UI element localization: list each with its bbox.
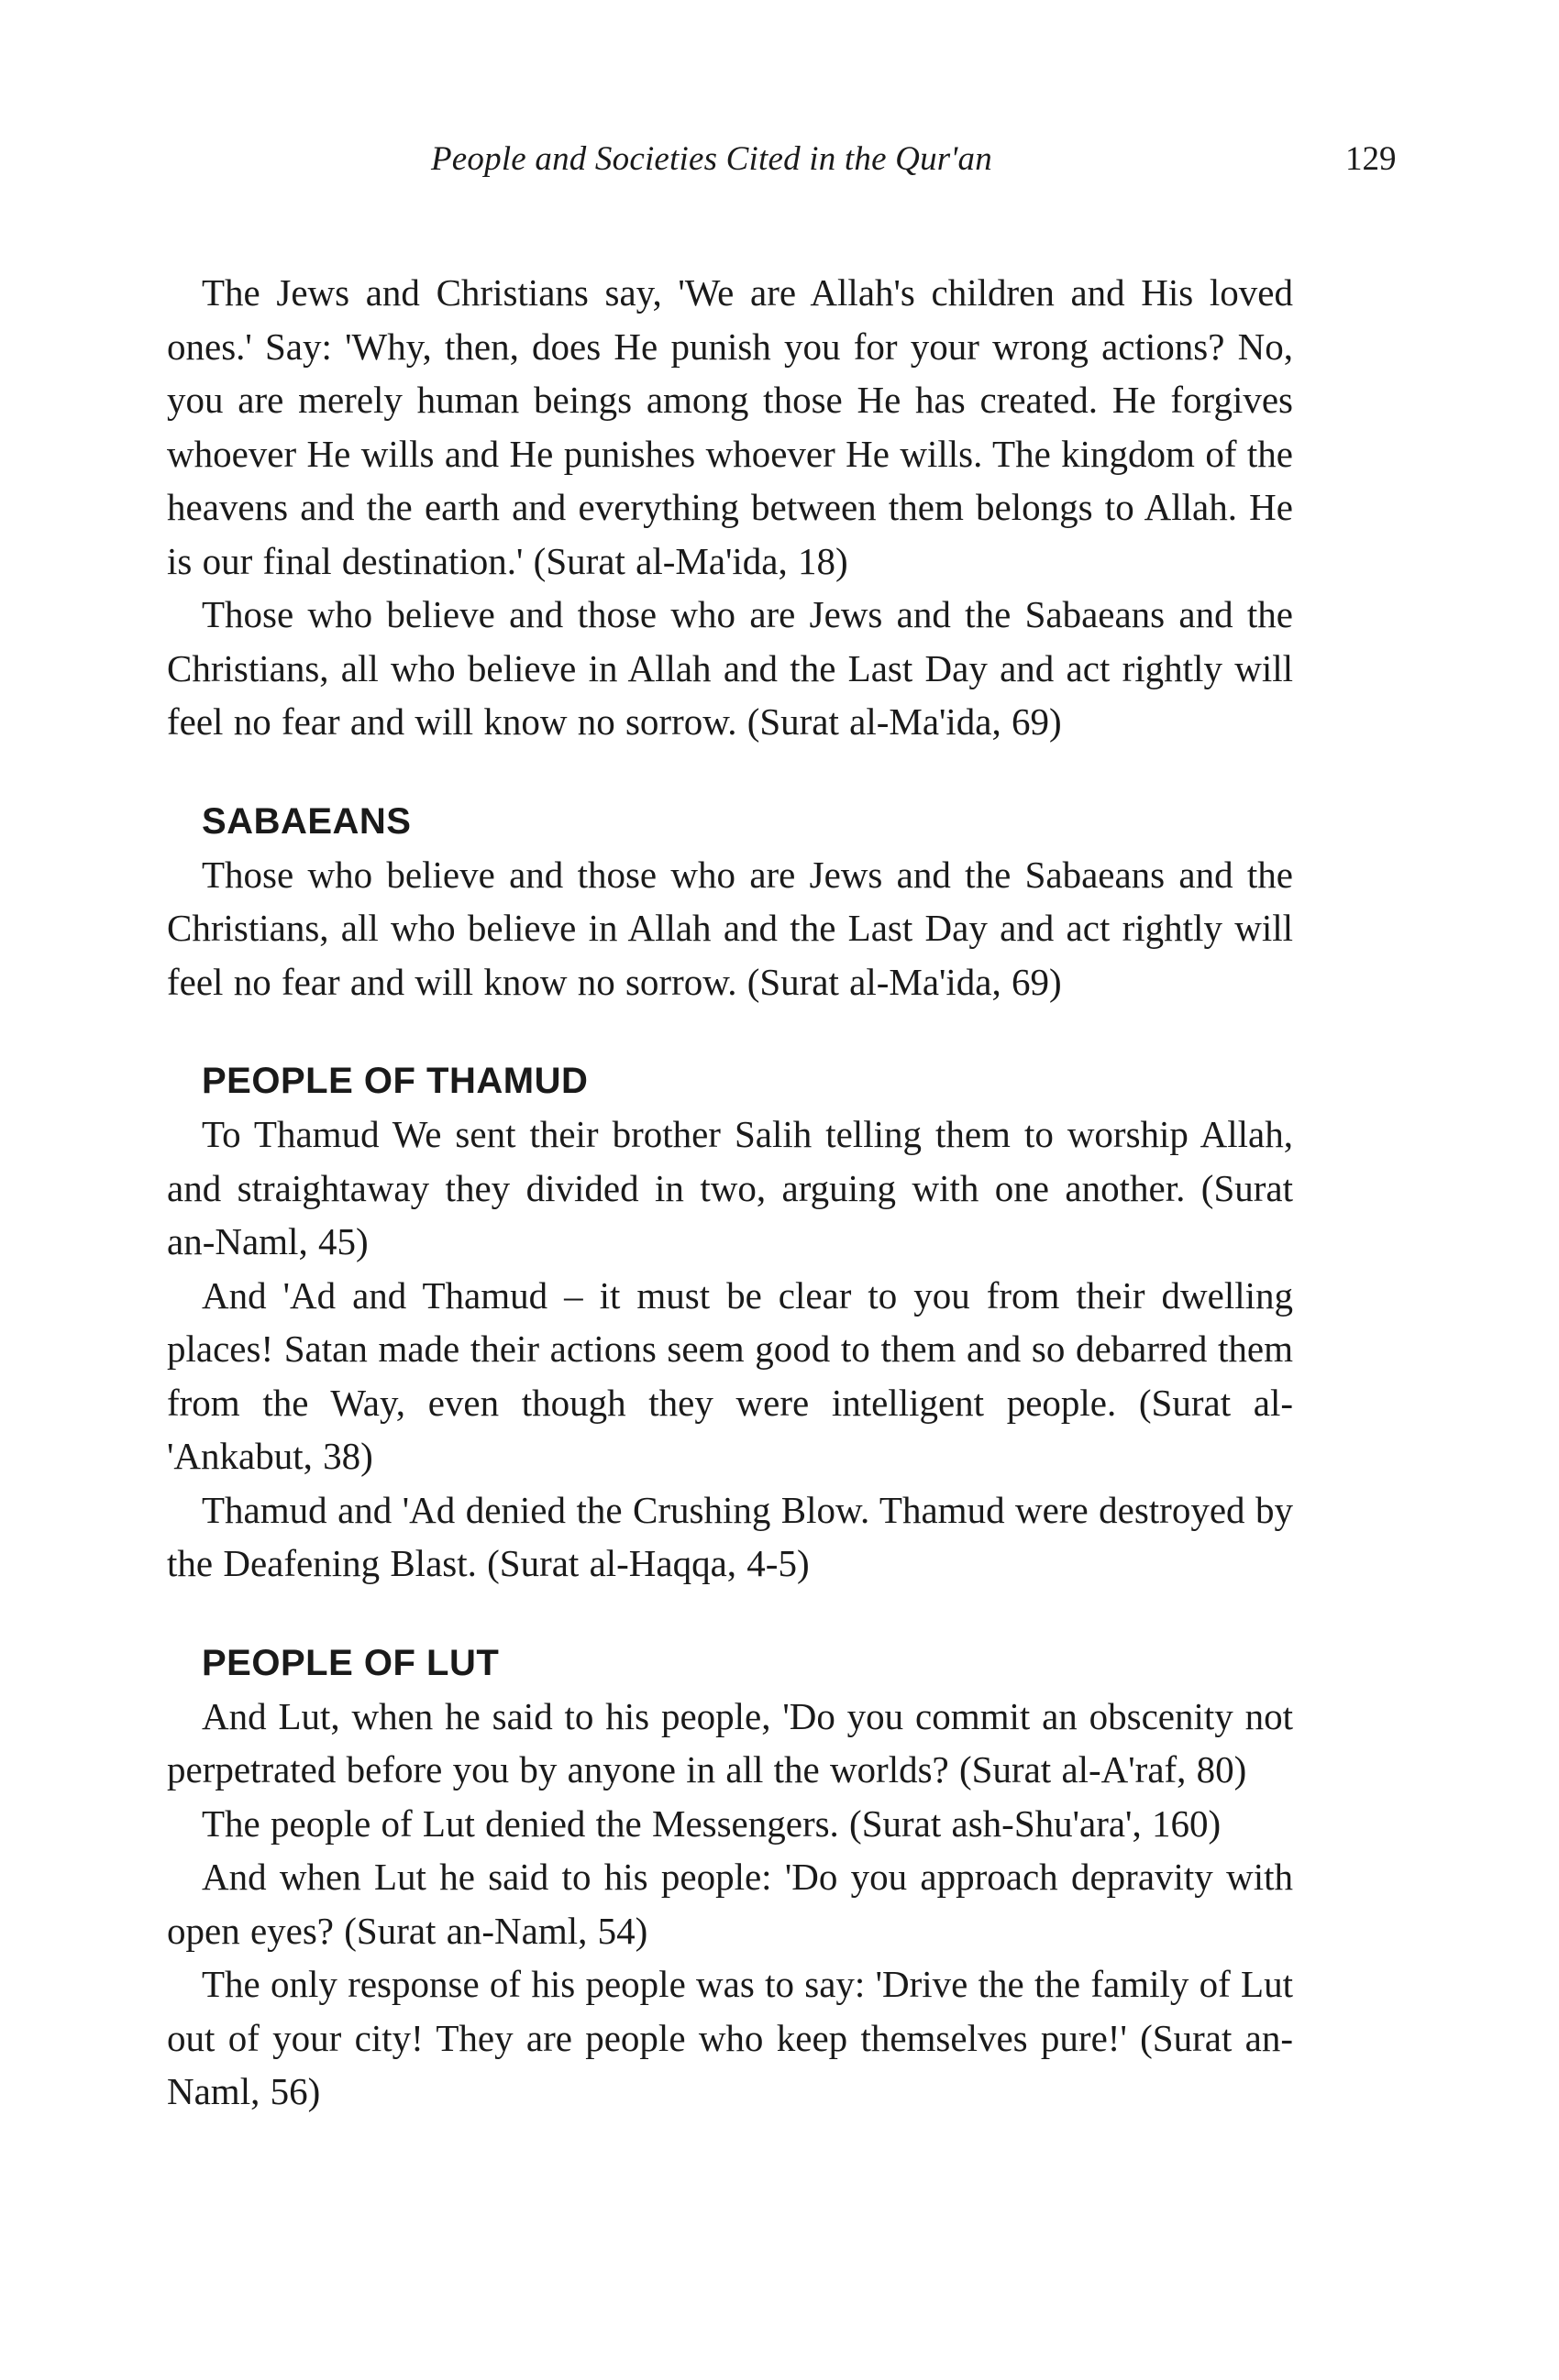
- section-heading-people-of-thamud: PEOPLE OF THAMUD: [202, 1061, 589, 1101]
- section-heading-sabaeans: SABAEANS: [202, 800, 412, 842]
- intro-paragraph: Those who believe and those who are Jews and the Sabaeans and the Christians, all who believe in Allah and the Last Day and act rightly will feel no fear and will know no sorrow. (Surat al-Ma'ida, 69): [167, 593, 1293, 743]
- section-paragraph: To Thamud We sent their brother Salih telling them to worship Allah, and straightaway they divided in two, arguing with one another. (Surat an-Naml, 45): [167, 1113, 1293, 1262]
- section-paragraph: And when Lut he said to his people: 'Do you approach depravity with open eyes? (Surat an-Naml, 54): [167, 1856, 1293, 1952]
- running-head-title: People and Societies Cited in the Qur'an: [431, 140, 992, 178]
- section-heading-people-of-lut: PEOPLE OF LUT: [202, 1642, 500, 1683]
- intro-paragraph: The Jews and Christians say, 'We are Allah's children and His loved ones.' Say: 'Why, then, does He punish you for your wrong actions? No, you are merely human beings among those He has created. He forgives whoever He wills and He punishes whoever He wills. The kingdom of the heavens and the earth and everything between them belongs to Allah. He is our final destination.' (Surat al-Ma'ida, 18): [167, 271, 1293, 582]
- section-paragraph: And Lut, when he said to his people, 'Do you commit an obscenity not perpetrated before you by anyone in all the worlds? (Surat al-A'raf, 80): [167, 1694, 1293, 1791]
- page-body: [167, 266, 1293, 2119]
- section-paragraph: The only response of his people was to say: 'Drive the the family of Lut out of your city! They are people who keep themselves pure!' (Surat an-Naml, 56): [167, 1963, 1293, 2112]
- section-paragraph: And 'Ad and Thamud – it must be clear to you from their dwelling places! Satan made their actions seem good to them and so debarred them from the Way, even though they were intelligent people. (Surat al-'Ankabut, 38): [167, 1273, 1293, 1477]
- section-paragraph: Those who believe and those who are Jews and the Sabaeans and the Christians, all who believe in Allah and the Last Day and act rightly will feel no fear and will know no sorrow. (Surat al-Ma'ida, 69): [167, 853, 1293, 1003]
- section-paragraph: Thamud and 'Ad denied the Crushing Blow. Thamud were destroyed by the Deafening Blast. (Surat al-Haqqa, 4-5): [167, 1488, 1293, 1584]
- section-paragraph: The people of Lut denied the Messengers. (Surat ash-Shu'ara', 160): [202, 1802, 1222, 1845]
- page-number: 129: [1345, 140, 1397, 178]
